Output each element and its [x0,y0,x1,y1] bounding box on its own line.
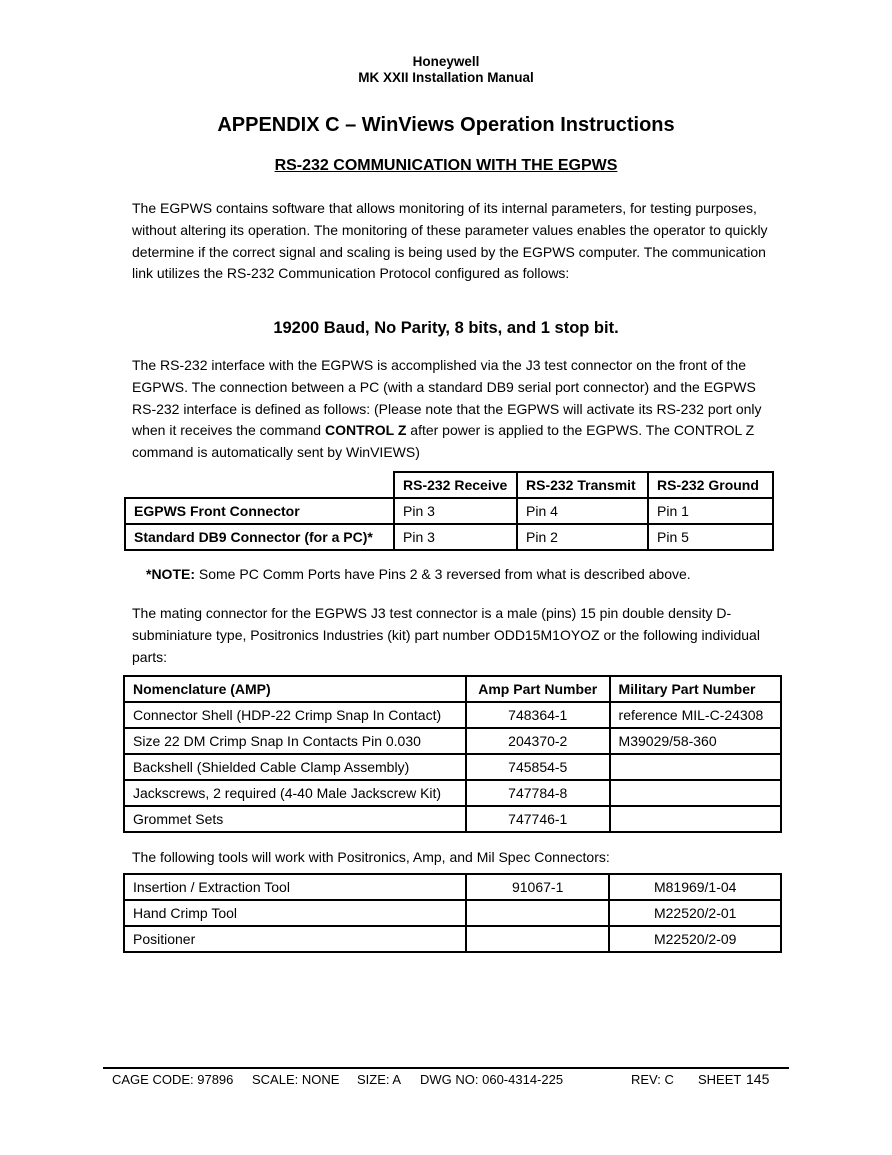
parts-table-header-row [124,676,781,702]
military-part-number [610,806,781,832]
footer-scale: SCALE: NONE [252,1072,340,1087]
tools-table-row [124,874,781,900]
pin-table-header-row [125,472,773,498]
intro-paragraph: The EGPWS contains software that allows monitoring of its internal parameters, for testing purposes, without altering its operation. The monitoring of these parameter values enables the operator to quickly determine if the correct signal and scaling is being used by the EGPWS computer. The communication link utilizes the RS-232 Communication Protocol configured as follows: [132,200,768,282]
part-nomenclature: Size 22 DM Crimp Snap In Contacts Pin 0.030 [124,728,466,754]
pin-table [124,471,774,551]
military-part-number [610,754,781,780]
parts-table-header: Nomenclature (AMP) [124,676,466,702]
footer-divider [103,1067,789,1069]
footer-dwg-no: DWG NO: 060-4314-225 [420,1072,564,1087]
tools-table-row [124,900,781,926]
part-nomenclature: Jackscrews, 2 required (4-40 Male Jackscrew Kit) [124,780,466,806]
parts-table-row [124,754,781,780]
amp-part-number: 748364-1 [466,702,610,728]
pin-table-cell: Pin 3 [394,524,517,550]
pin-table-header: RS-232 Ground [648,472,773,498]
pin-table-row [125,498,773,524]
tool-amp-number [466,926,610,952]
baud-settings: 19200 Baud, No Parity, 8 bits, and 1 stop bit. [273,319,619,337]
tool-military-number: M22520/2-01 [609,900,781,926]
pin-table-cell: Pin 5 [648,524,773,550]
pin-table-header: RS-232 Transmit [517,472,648,498]
parts-table-header: Military Part Number [610,676,781,702]
footer-rev: REV: C [631,1072,674,1087]
tool-name: Insertion / Extraction Tool [124,874,466,900]
pin-table-header: RS-232 Receive [394,472,517,498]
note-label: *NOTE: [146,566,195,582]
tools-table-row [124,926,781,952]
tool-military-number: M81969/1-04 [609,874,781,900]
parts-table [123,675,782,833]
amp-part-number: 204370-2 [466,728,610,754]
tool-amp-number [466,900,610,926]
interface-text-before: The RS-232 interface with the EGPWS is accomplished via the J3 test connector on the front of the EGPWS. The connection between a PC (with a standard DB9 serial port connector) and the EGPWS RS-232 interface is defined as follows: (Please note that the EGPWS will activate its RS-232 port only when it receives the command [132,357,762,439]
part-nomenclature: Connector Shell (HDP-22 Crimp Snap In Contact) [124,702,466,728]
footer-size: SIZE: A [357,1072,402,1087]
parts-table-row [124,728,781,754]
pin-table-row-label: EGPWS Front Connector [125,498,394,524]
tool-military-number: M22520/2-09 [609,926,781,952]
footer-sheet-label: SHEET [698,1072,742,1087]
tool-name: Hand Crimp Tool [124,900,466,926]
parts-table-row [124,780,781,806]
pin-table-row-label: Standard DB9 Connector (for a PC)* [125,524,394,550]
pin-table-row [125,524,773,550]
part-nomenclature: Grommet Sets [124,806,466,832]
tools-paragraph: The following tools will work with Positronics, Amp, and Mil Spec Connectors: [132,849,610,865]
parts-table-row [124,806,781,832]
parts-table-row [124,702,781,728]
amp-part-number: 745854-5 [466,754,610,780]
pin-table-cell: Pin 4 [517,498,648,524]
note [146,566,691,582]
footer-sheet-number: 145 [746,1071,770,1087]
header-manual-title: MK XXII Installation Manual [358,70,534,85]
parts-table-header: Amp Part Number [466,676,610,702]
military-part-number: reference MIL-C-24308 [610,702,781,728]
military-part-number: M39029/58-360 [610,728,781,754]
pin-table-cell: Pin 1 [648,498,773,524]
tool-name: Positioner [124,926,466,952]
note-text: Some PC Comm Ports have Pins 2 & 3 reversed from what is described above. [198,566,691,582]
page-title: APPENDIX C – WinViews Operation Instructions [217,114,675,136]
pin-table-cell: Pin 3 [394,498,517,524]
mating-connector-paragraph: The mating connector for the EGPWS J3 test connector is a male (pins) 15 pin double density D-subminiature type, Positronics Industries (kit) part number ODD15M1OYOZ or the following individual parts: [132,605,760,665]
header-company: Honeywell [412,54,480,69]
footer-cage-code: CAGE CODE: 97896 [112,1072,234,1087]
pin-table-cell: Pin 2 [517,524,648,550]
tools-table [123,873,782,953]
part-nomenclature: Backshell (Shielded Cable Clamp Assembly) [124,754,466,780]
amp-part-number: 747784-8 [466,780,610,806]
section-subtitle: RS-232 COMMUNICATION WITH THE EGPWS [274,157,618,174]
tool-amp-number: 91067-1 [466,874,610,900]
pin-table-corner [125,472,394,498]
amp-part-number: 747746-1 [466,806,610,832]
control-z-command: CONTROL Z [324,422,407,439]
interface-text-after: after power is applied to the EGPWS. The CONTROL Z command is automatically sent by WinVIEWS) [132,422,755,461]
interface-paragraph [132,355,772,464]
military-part-number [610,780,781,806]
